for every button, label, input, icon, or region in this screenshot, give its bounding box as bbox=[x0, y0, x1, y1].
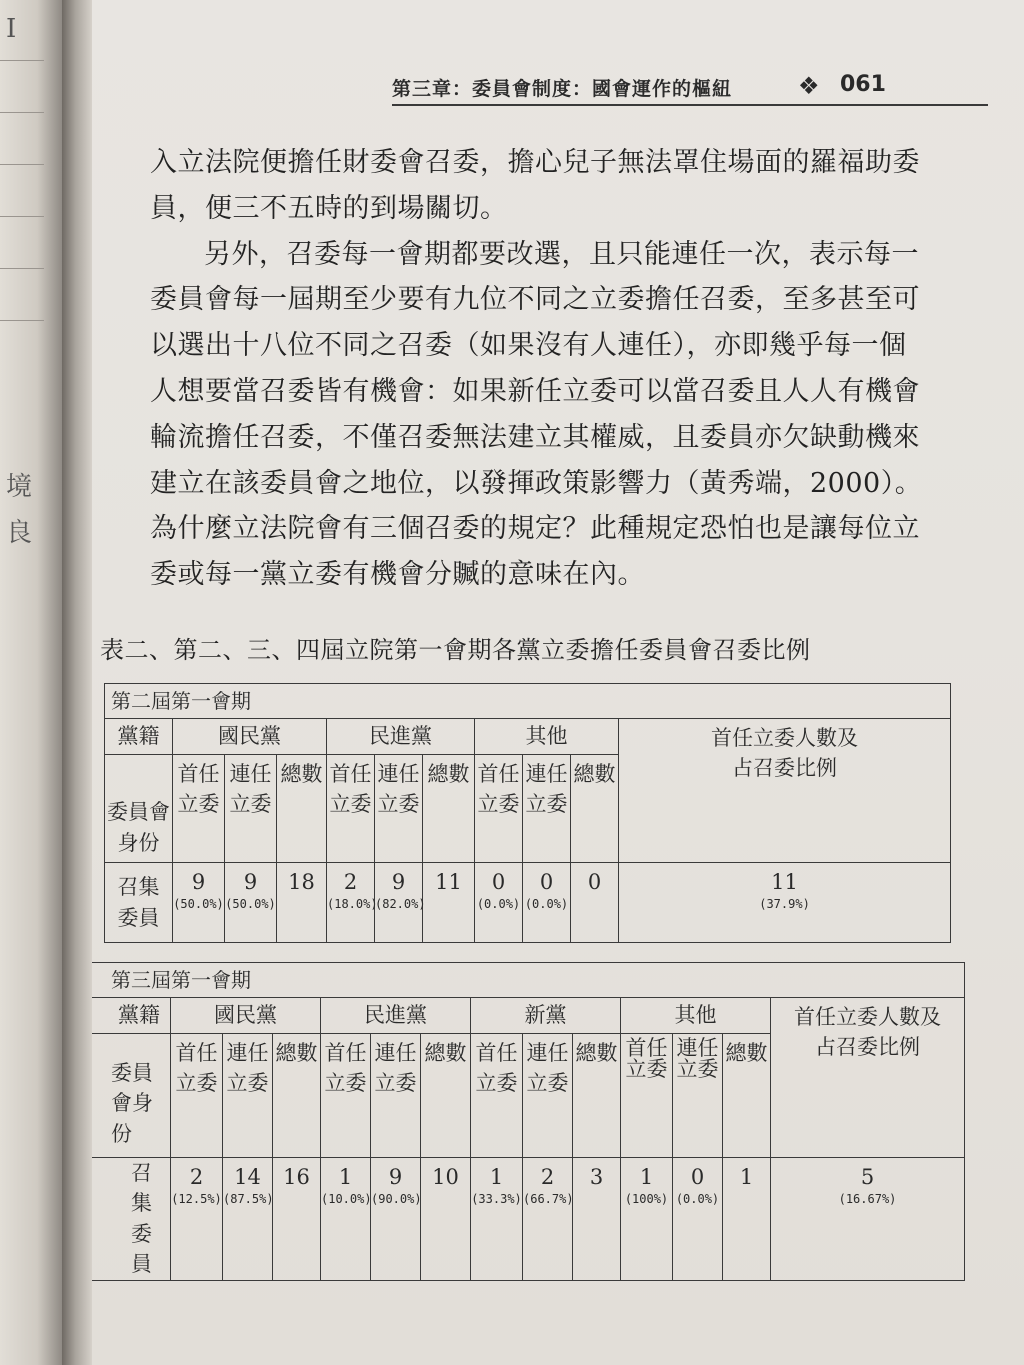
sub-header: 首任立委 bbox=[173, 755, 225, 863]
sub-header: 連任立委 bbox=[673, 1034, 723, 1158]
sub-header: 總數 bbox=[573, 1034, 621, 1158]
data-cell bbox=[523, 1158, 573, 1281]
sub-header: 首任立委 bbox=[327, 755, 375, 863]
party-header: 國民黨 bbox=[171, 998, 321, 1034]
summary-cell bbox=[619, 863, 951, 943]
identity-label: 委員會身份 bbox=[105, 755, 173, 863]
sub-header: 首任立委 bbox=[621, 1034, 673, 1158]
cell-percent: (50.0%) bbox=[173, 897, 224, 912]
cell-value: 5 bbox=[860, 1165, 875, 1189]
cell-value: 0 bbox=[690, 1165, 705, 1189]
data-cell bbox=[277, 863, 327, 943]
cell-value: 3 bbox=[589, 1165, 604, 1189]
cell-percent: (16.67%) bbox=[838, 1192, 897, 1207]
sub-header: 首任立委 bbox=[475, 755, 523, 863]
data-cell bbox=[371, 1158, 421, 1281]
sub-header: 總數 bbox=[723, 1034, 771, 1158]
book-gutter bbox=[62, 0, 92, 1365]
party-label: 黨籍 bbox=[92, 998, 171, 1034]
sub-header: 首任立委 bbox=[171, 1034, 223, 1158]
sub-header: 總數 bbox=[273, 1034, 321, 1158]
data-cell bbox=[673, 1158, 723, 1281]
sub-header: 總數 bbox=[571, 755, 619, 863]
cell-value: 11 bbox=[435, 870, 462, 894]
left-page-edge bbox=[0, 0, 62, 1365]
data-cell bbox=[423, 863, 475, 943]
party-header: 民進黨 bbox=[321, 998, 471, 1034]
table-caption: 表二、第二、三、四屆立院第一會期各黨立委擔任委員會召委比例 bbox=[100, 636, 811, 664]
cell-value: 16 bbox=[283, 1165, 310, 1189]
cell-value: 9 bbox=[391, 870, 406, 894]
cell-value: 11 bbox=[771, 870, 798, 894]
cell-value: 1 bbox=[338, 1165, 353, 1189]
cell-percent: (12.5%) bbox=[171, 1192, 222, 1207]
book-page bbox=[92, 0, 1024, 1365]
cell-percent: (0.0%) bbox=[675, 1192, 720, 1207]
header-rule bbox=[392, 104, 988, 106]
left-page-rule bbox=[0, 320, 44, 321]
party-label: 黨籍 bbox=[105, 719, 173, 755]
sub-header: 總數 bbox=[277, 755, 327, 863]
data-cell bbox=[321, 1158, 371, 1281]
paragraph: 另外，召委每一會期都要改選，且只能連任一次，表示每一委員會每一屆期至少要有九位不同之立委擔任召委，至多甚至可以選出十八位不同之召委（如果沒有人連任），亦即幾乎每一個人想要當召委皆有機會：如果新任立委可以當召委且人人有機會輪流擔任召委，不僅召委無法建立其權威，且委員亦欠缺動機來建立在該委員會之地位，以發揮政策影響力（黃秀端，2000）。為什麼立法院會有三個召委的規定？此種規定恐怕也是讓每位立委或每一黨立委有機會分贓的意味在內。 bbox=[150, 238, 923, 591]
data-cell bbox=[573, 1158, 621, 1281]
data-cell bbox=[225, 863, 277, 943]
data-cell bbox=[475, 863, 523, 943]
cell-value: 1 bbox=[639, 1165, 654, 1189]
data-cell bbox=[273, 1158, 321, 1281]
row-label: 召集委員 bbox=[92, 1158, 171, 1281]
sub-header: 連任立委 bbox=[225, 755, 277, 863]
data-cell bbox=[571, 863, 619, 943]
cell-percent: (0.0%) bbox=[524, 897, 569, 912]
data-cell bbox=[723, 1158, 771, 1281]
data-cell bbox=[375, 863, 426, 943]
party-header: 國民黨 bbox=[173, 719, 327, 755]
party-header: 民進黨 bbox=[327, 719, 475, 755]
cell-percent: (33.3%) bbox=[471, 1192, 522, 1207]
sub-header: 連任立委 bbox=[375, 755, 423, 863]
cell-value: 0 bbox=[539, 870, 554, 894]
left-page-fragment: I bbox=[6, 14, 17, 44]
sub-header: 連任立委 bbox=[371, 1034, 421, 1158]
page-number: 061 bbox=[840, 72, 886, 97]
cell-percent: (50.0%) bbox=[225, 897, 276, 912]
cell-value: 9 bbox=[191, 870, 206, 894]
data-cell bbox=[421, 1158, 471, 1281]
sub-header: 總數 bbox=[423, 755, 475, 863]
data-cell bbox=[173, 863, 225, 943]
cell-value: 10 bbox=[432, 1165, 459, 1189]
cell-percent: (66.7%) bbox=[523, 1192, 574, 1207]
left-page-rule bbox=[0, 268, 44, 269]
cell-percent: (90.0%) bbox=[371, 1192, 422, 1207]
data-cell bbox=[327, 863, 378, 943]
left-page-fragment: 境 bbox=[6, 472, 33, 502]
sub-header: 連任立委 bbox=[523, 1034, 573, 1158]
data-cell bbox=[171, 1158, 223, 1281]
cell-value: 2 bbox=[189, 1165, 204, 1189]
cell-value: 18 bbox=[288, 870, 315, 894]
sub-header: 首任立委 bbox=[321, 1034, 371, 1158]
cell-percent: (37.9%) bbox=[759, 897, 810, 912]
identity-label: 委員會身份 bbox=[92, 1034, 171, 1158]
cell-value: 1 bbox=[739, 1165, 754, 1189]
cell-value: 14 bbox=[234, 1165, 261, 1189]
cell-value: 1 bbox=[489, 1165, 504, 1189]
cell-percent: (87.5%) bbox=[223, 1192, 274, 1207]
party-header: 其他 bbox=[475, 719, 619, 755]
sub-header: 首任立委 bbox=[471, 1034, 523, 1158]
cell-value: 2 bbox=[343, 870, 358, 894]
section-title: 第二屆第一會期 bbox=[105, 684, 951, 719]
left-page-rule bbox=[0, 112, 44, 113]
paragraph: 入立法院便擔任財委會召委，擔心兒子無法罩住場面的羅福助委員，便三不五時的到場關切。 bbox=[150, 147, 920, 224]
party-header: 新黨 bbox=[471, 998, 621, 1034]
section-title: 第三屆第一會期 bbox=[92, 963, 965, 998]
body-text bbox=[150, 140, 930, 598]
cell-value: 9 bbox=[388, 1165, 403, 1189]
cell-percent: (0.0%) bbox=[476, 897, 521, 912]
cell-value: 0 bbox=[491, 870, 506, 894]
running-header bbox=[392, 72, 992, 106]
cell-percent: (18.0%) bbox=[327, 897, 378, 912]
summary-header: 首任立委人數及占召委比例 bbox=[771, 998, 965, 1158]
sub-header: 連任立委 bbox=[223, 1034, 273, 1158]
cell-value: 9 bbox=[243, 870, 258, 894]
cell-percent: (100%) bbox=[624, 1192, 669, 1207]
cell-percent: (10.0%) bbox=[321, 1192, 372, 1207]
sub-header: 總數 bbox=[421, 1034, 471, 1158]
data-cell bbox=[523, 863, 571, 943]
data-cell bbox=[621, 1158, 673, 1281]
cell-value: 2 bbox=[540, 1165, 555, 1189]
left-page-rule bbox=[0, 164, 44, 165]
summary-header: 首任立委人數及占召委比例 bbox=[619, 719, 951, 863]
left-page-fragment: 良 bbox=[6, 518, 33, 548]
data-cell bbox=[471, 1158, 523, 1281]
left-page-rule bbox=[0, 60, 44, 61]
sub-header: 連任立委 bbox=[523, 755, 571, 863]
cell-value: 0 bbox=[587, 870, 602, 894]
chapter-title: 第三章：委員會制度：國會運作的樞紐 bbox=[392, 78, 733, 100]
ornament-icon: ❖ bbox=[798, 72, 820, 100]
row-label: 召集委員 bbox=[105, 863, 173, 943]
table-term-3 bbox=[92, 962, 965, 1281]
data-cell bbox=[223, 1158, 273, 1281]
table-term-2 bbox=[104, 683, 951, 943]
cell-percent: (82.0%) bbox=[375, 897, 426, 912]
left-page-rule bbox=[0, 216, 44, 217]
party-header: 其他 bbox=[621, 998, 771, 1034]
summary-cell bbox=[771, 1158, 965, 1281]
